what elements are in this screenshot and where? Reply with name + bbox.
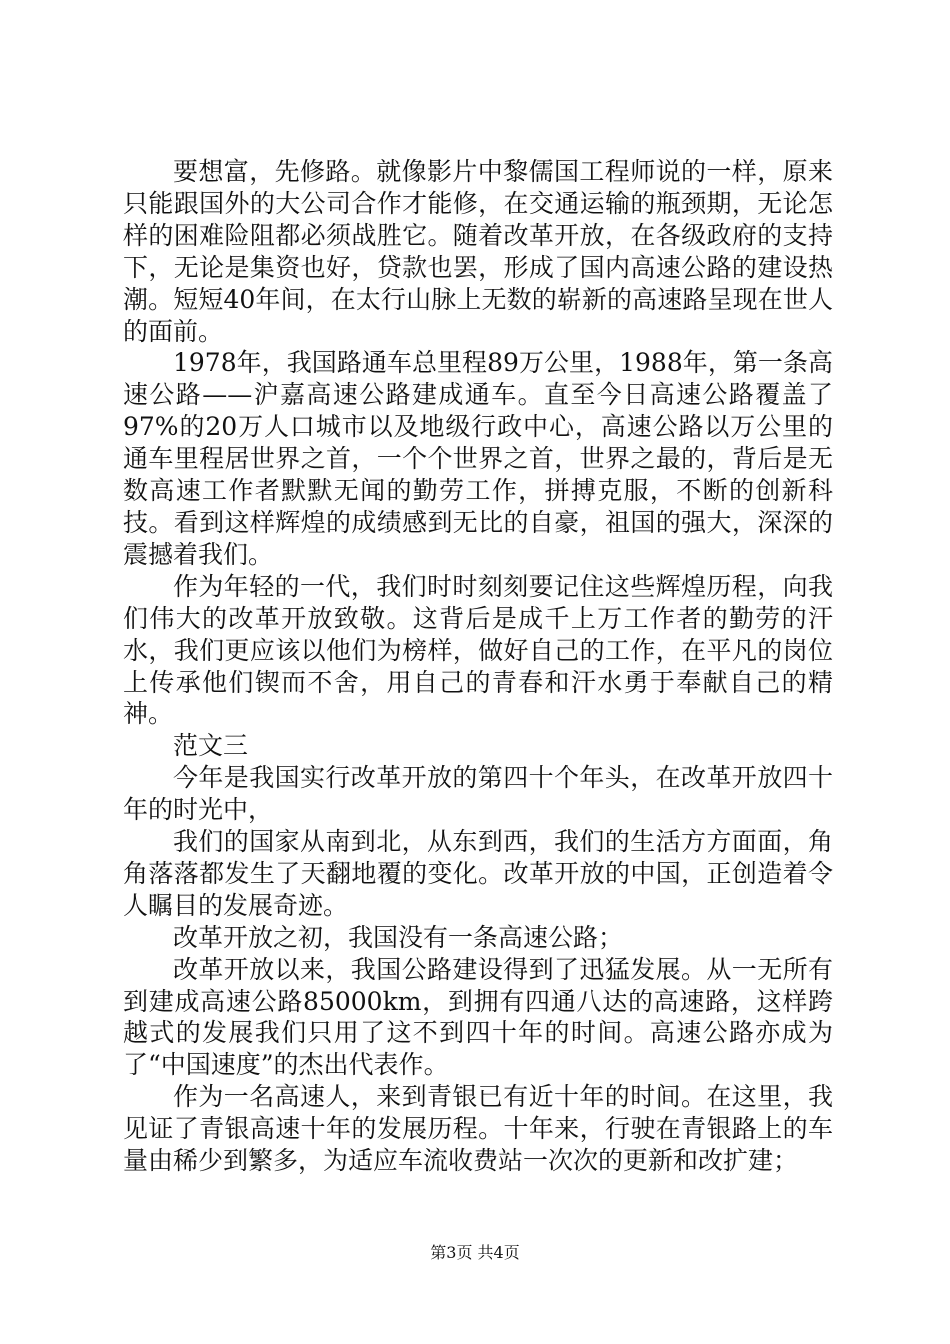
section-heading: 范文三 bbox=[173, 731, 249, 761]
paragraph: 我们的国家从南到北，从东到西，我们的生活方方面面，角角落落都发生了天翻地覆的变化。改革开放的中国，正创造着令人瞩目的发展奇迹。 bbox=[123, 827, 833, 920]
paragraph: 今年是我国实行改革开放的第四十个年头，在改革开放四十年的时光中， bbox=[123, 763, 833, 825]
document-body bbox=[123, 156, 833, 1177]
paragraph: 1978年，我国路通车总里程89万公里，1988年，第一条高速公路——沪嘉高速公路建成通车。直至今日高速公路覆盖了97%的20万人口城市以及地级行政中心，高速公路以万公里的通车里程居世界之首，一个个世界之首，世界之最的，背后是无数高速工作者默默无闻的勤劳工作，拼搏克服，不断的创新科技。看到这样辉煌的成绩感到无比的自豪，祖国的强大，深深的震撼着我们。 bbox=[123, 348, 833, 569]
page-number-footer: 第3页 共4页 bbox=[430, 1243, 520, 1262]
paragraph: 改革开放之初，我国没有一条高速公路； bbox=[173, 922, 624, 952]
paragraph: 作为年轻的一代，我们时时刻刻要记住这些辉煌历程，向我们伟大的改革开放致敬。这背后是成千上万工作者的勤劳的汗水，我们更应该以他们为榜样，做好自己的工作，在平凡的岗位上传承他们锲而不舍，用自己的青春和汗水勇于奉献自己的精神。 bbox=[123, 571, 833, 729]
paragraph: 改革开放以来，我国公路建设得到了迅猛发展。从一无所有到建成高速公路85000km，到拥有四通八达的高速路，这样跨越式的发展我们只用了这不到四十年的时间。高速公路亦成为了“中国速度”的杰出代表作。 bbox=[123, 954, 833, 1080]
paragraph: 作为一名高速人，来到青银已有近十年的时间。在这里，我见证了青银高速十年的发展历程。十年来，行驶在青银路上的车量由稀少到繁多，为适应车流收费站一次次的更新和改扩建； bbox=[123, 1082, 833, 1176]
paragraph: 要想富，先修路。就像影片中黎儒国工程师说的一样，原来只能跟国外的大公司合作才能修，在交通运输的瓶颈期，无论怎样的困难险阻都必须战胜它。随着改革开放，在各级政府的支持下，无论是集资也好，贷款也罢，形成了国内高速公路的建设热潮。短短40年间，在太行山脉上无数的崭新的高速路呈现在世人的面前。 bbox=[123, 157, 833, 346]
